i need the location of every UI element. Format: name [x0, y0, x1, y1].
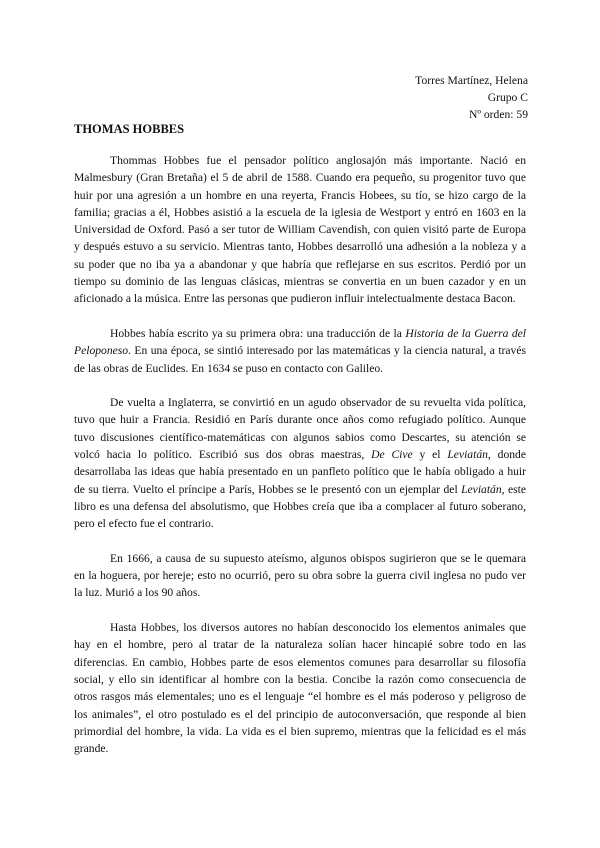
book-title-italic: Leviatán — [461, 482, 502, 496]
paragraph-exile — [74, 394, 526, 532]
page-title: THOMAS HOBBES — [74, 122, 185, 136]
paragraph-text: . En una época, se sintió interesado por las matemáticas y la ciencia natural, a través de las obras de Euclides. En 1634 se puso en contacto con Galileo. — [74, 344, 526, 375]
paragraph-text: y el — [412, 448, 448, 462]
paragraph-text: , este libro es una defensa del absolutismo, que Hobbes creía que iba a complacer al futuro soberano, pero el efecto fue el contrario. — [74, 482, 526, 531]
paragraph-philosophy — [74, 619, 526, 757]
paragraph-text: Hobbes había escrito ya su primera obra: una traducción de la — [110, 326, 406, 340]
paragraph-text: De vuelta a Inglaterra, se convirtió en un agudo observador de su revuelta vida política, tuvo que huir a Francia. Residió en París durante once años como refugiado político. Aunque tuvo discusiones científico-matemáticas con algunos sabios como Descartes, su atención se volcó hacia lo político. Escribió sus dos obras maestras, — [74, 396, 526, 462]
body-text — [74, 152, 526, 775]
paragraph-text: En 1666, a causa de su supuesto ateísmo, algunos obispos sugirieron que se le quemara en la hoguera, por hereje; esto no ocurrió, pero su obra sobre la guerra civil inglesa no pudo ver la luz. Murió a los 90 años. — [74, 551, 526, 600]
paragraph-first-work — [74, 325, 526, 377]
author-name: Torres Martínez, Helena — [415, 74, 528, 87]
paragraph-text: Hasta Hobbes, los diversos autores no habían desconocido los elementos animales que hay en el hombre, pero al tratar de la naturaleza solían hacer hincapié sobre todo en las diferencias. En cambio, Hobbes parte de esos elementos comunes para desarrollar su filosofía social, y ello sin identificar al hombre con la bestia. Concibe la razón como consecuencia de otros rasgos más elementales; uno es el lenguaje “el hombre es el más poderoso y peligroso de los animales”, el otro postulado es el del principio de autoconversación, que responde al bien primordial del hombre, la vida. La vida es el bien supremo, mientras que la felicidad es el más grande. — [74, 621, 526, 756]
header-block — [415, 72, 528, 123]
group-label: Grupo C — [487, 91, 528, 104]
paragraph-text: Thommas Hobbes fue el pensador político anglosajón más importante. Nació en Malmesbury (Gran Bretaña) el 5 de abril de 1588. Cuando era pequeño, su progenitor tuvo que huir por una agresión a un hombre en una reyerta, Francis Hobees, su tío, se hizo cargo de la familia; gracias a él, Hobbes asistió a la escuela de la iglesia de Westport y entró en 1603 en la Universidad de Oxford. Pasó a ser tutor de William Cavendish, con quien visitó parte de Europa y después estuvo a su servicio. Mientras tanto, Hobbes desarrolló una adhesión a la nobleza y a su poder que no iba ya a abandonar y que habría que reflejarse en sus escritos. Perdió por un tiempo su dominio de las lenguas clásicas, mientras se convertia en un buen cazador y en un aficionado a la música. Entre las personas que pudieron influir intelectualmente destaca Bacon. — [74, 154, 526, 306]
book-title-italic: Historia de la Guerra del Peloponeso — [74, 326, 526, 358]
paragraph-biography — [74, 152, 526, 308]
book-title-italic: De Cive — [371, 448, 413, 462]
paragraph-text: , donde desarrollaba las ideas que había presentado en un panfleto político que le había obligado a huir de su tierra. Vuelto el príncipe a París, Hobbes se le presentó con un ejemplar del — [74, 448, 526, 496]
book-title-italic: Leviatán — [447, 448, 488, 462]
order-number: Nº orden: 59 — [469, 108, 528, 121]
paragraph-death — [74, 550, 526, 602]
